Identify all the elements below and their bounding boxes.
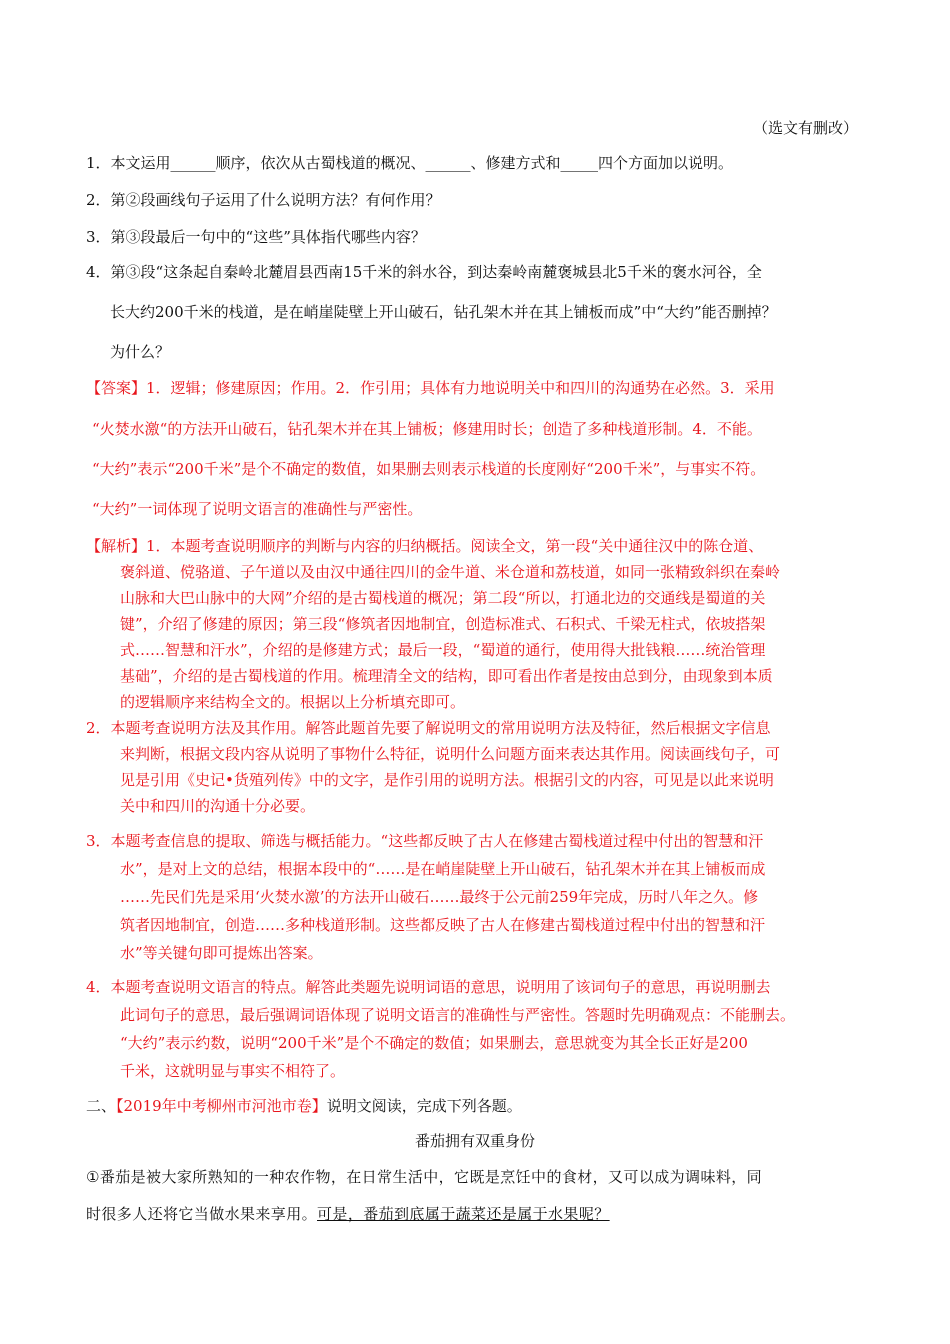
section-heading — [86, 1096, 522, 1116]
analysis-line-18: 此词句子的意思，最后强调词语体现了说明文语言的准确性与严密性。答题时先明确观点：不能删去。 — [120, 1006, 796, 1024]
analysis-line-2: 褒斜道、傥骆道、子午道以及由汉中通往四川的金牛道、米仓道和荔枝道，如同一张精致斜织在秦岭 — [120, 563, 781, 581]
question-2: 2．第②段画线句子运用了什么说明方法？有何作用？ — [86, 191, 441, 209]
article-paragraph-1-line-1: ①番茄是被大家所熟知的一种农作物，在日常生活中，它既是烹饪中的食材，又可以成为调味料，同 — [86, 1168, 763, 1186]
analysis-line-6: 基础”，介绍的是古蜀栈道的作用。梳理清全文的结构，即可看出作者是按由总到分，由现象到本质 — [120, 667, 773, 685]
analysis-line-11: 关中和四川的沟通十分必要。 — [120, 797, 316, 815]
article-title: 番茄拥有双重身份 — [414, 1132, 535, 1150]
answer-line-4: “大约”一词体现了说明文语言的准确性与严密性。 — [92, 500, 423, 518]
analysis-line-12: 3．本题考查信息的提取、筛选与概括能力。“这些都反映了古人在修建古蜀栈道过程中付出的智慧和汗 — [86, 832, 764, 850]
analysis-line-4: 键”，介绍了修建的原因；第三段“修筑者因地制宜，创造标准式、石积式、千梁无柱式，依坡搭架 — [120, 615, 766, 633]
question-4-line-3: 为什么？ — [110, 343, 171, 361]
analysis-line-17: 4．本题考查说明文语言的特点。解答此类题先说明词语的意思，说明用了该词句子的意思，再说明删去 — [86, 978, 771, 996]
analysis-line-15: 筑者因地制宜，创造……多种栈道形制。这些都反映了古人在修建古蜀栈道过程中付出的智慧和汗 — [120, 916, 766, 934]
analysis-line-16: 水”等关键句即可提炼出答案。 — [120, 944, 323, 962]
question-4-line-1: 4．第③段“这条起自秦岭北麓眉县西南15千米的斜水谷，到达秦岭南麓褒城县北5千米的褒水河谷，全 — [86, 263, 762, 281]
analysis-line-10: 见是引用《史记•货殖列传》中的文字，是作引用的说明方法。根据引文的内容，可见是以此来说明 — [120, 771, 774, 789]
section-prefix: 二、 — [86, 1097, 117, 1115]
answer-line-2: “火焚水激“的方法开山破石，钻孔架木并在其上铺板；修建用时长；创造了多种栈道形制。4．不能。 — [92, 420, 762, 438]
article-text: 时很多人还将它当做水果来享用。 — [86, 1205, 318, 1223]
analysis-line-5: 式……智慧和汗水”，介绍的是修建方式；最后一段，“蜀道的通行，使用得大批钱粮……统治管理 — [120, 641, 766, 659]
answer-line-3: “大约”表示“200千米”是个不确定的数值，如果删去则表示栈道的长度刚好“200千米”，与事实不符。 — [92, 460, 766, 478]
article-paragraph-1-line-2 — [86, 1204, 610, 1224]
analysis-line-20: 千米，这就明显与事实不相符了。 — [120, 1062, 346, 1080]
underlined-sentence: 可是，番茄到底属于蔬菜还是属于水果呢？ — [317, 1205, 610, 1223]
answer-line-1: 【答案】1．逻辑；修建原因；作用。2．作引用；具体有力地说明关中和四川的沟通势在必然。3．采用 — [86, 379, 775, 397]
analysis-line-13: 水”，是对上文的总结，根据本段中的“……是在峭崖陡壁上开山破石，钻孔架木并在其上铺板而成 — [120, 860, 766, 878]
analysis-line-7: 的逻辑顺序来结构全文的。根据以上分析填充即可。 — [120, 693, 466, 711]
analysis-line-9: 来判断，根据文段内容从说明了事物什么特征，说明什么问题方面来表达其作用。阅读画线句子，可 — [120, 745, 781, 763]
section-instruction: 说明文阅读，完成下列各题。 — [326, 1097, 522, 1115]
question-1: 1．本文运用______顺序，依次从古蜀栈道的概况、______、修建方式和_____四个方面加以说明。 — [86, 154, 734, 172]
analysis-line-3: 山脉和大巴山脉中的大网”介绍的是古蜀栈道的概况；第二段“所以，打通北边的交通线是蜀道的关 — [120, 589, 766, 607]
analysis-line-19: “大约”表示约数，说明“200千米”是个不确定的数值；如果删去，意思就变为其全长正好是200 — [120, 1034, 748, 1052]
analysis-line-1: 【解析】1．本题考查说明顺序的判断与内容的归纳概括。阅读全文，第一段“关中通往汉中的陈仓道、 — [86, 537, 764, 555]
section-source: 【2019年中考柳州市河池市卷】 — [116, 1097, 327, 1115]
analysis-line-8: 2．本题考查说明方法及其作用。解答此题首先要了解说明文的常用说明方法及特征，然后根据文字信息 — [86, 719, 771, 737]
question-4-line-2: 长大约200千米的栈道，是在峭崖陡壁上开山破石，钻孔架木并在其上铺板而成”中“大约”能否删掉？ — [110, 303, 777, 321]
question-3: 3．第③段最后一句中的“这些”具体指代哪些内容？ — [86, 228, 426, 246]
source-note: （选文有删改） — [752, 119, 858, 137]
analysis-line-14: ……先民们先是采用‘火焚水激’的方法开山破石……最终于公元前259年完成，历时八年之久。修 — [120, 888, 759, 906]
